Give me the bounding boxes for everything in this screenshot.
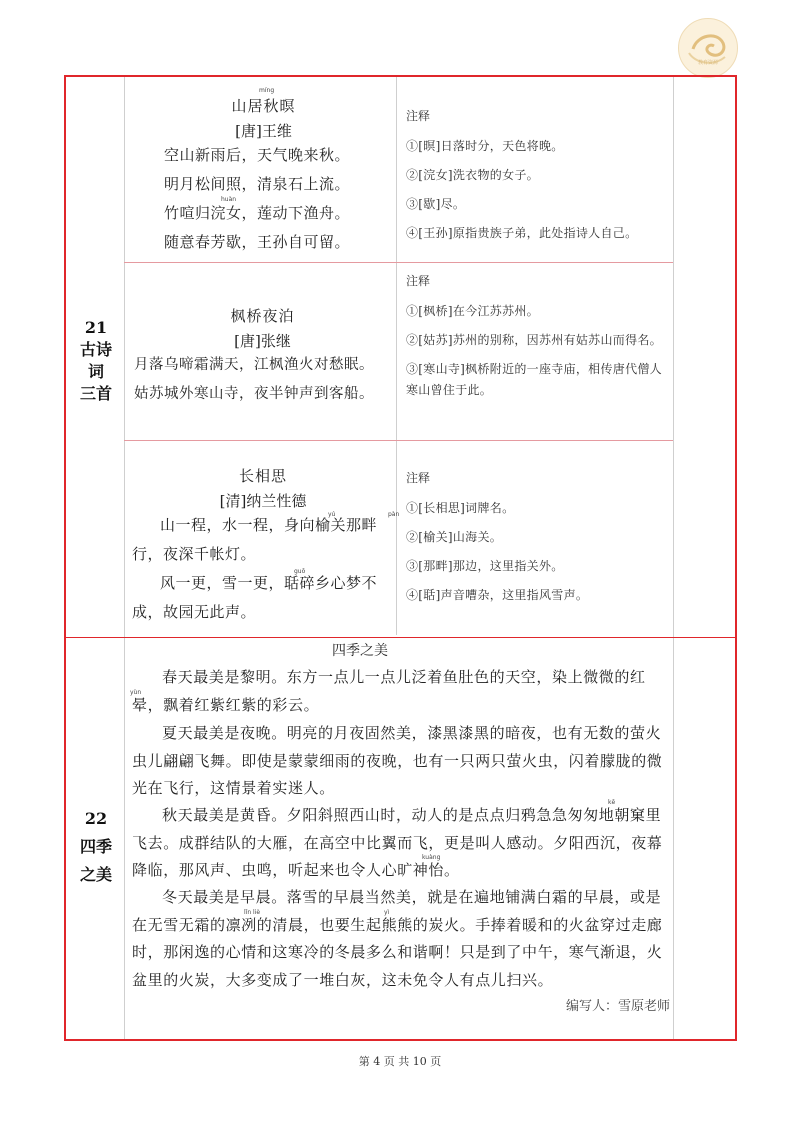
- essay-paragraph: 秋天最美是黄昏。夕阳斜照西山时，动人的是点点归鸦急急匆匆地朝窠里飞去。成群结队的大雁，在高空中比翼而飞，更是叫人感动。夕阳西沉，夜幕降临，那风声、虫鸣，听起来也令人心旷神怡。: [132, 806, 663, 879]
- pinyin-annotation: huàn: [221, 196, 237, 203]
- pinyin-annotation: míng: [259, 87, 275, 94]
- poem-changxiangsi: [132, 465, 394, 627]
- section-title-line: 古诗: [79, 340, 112, 359]
- notes-heading: 注释: [406, 109, 431, 123]
- row-divider: [124, 262, 673, 263]
- poem-line: 明月松间照，清泉石上流。: [164, 175, 351, 193]
- poem-line: 山一程，水一程，身向榆关那畔: [160, 516, 378, 534]
- essay-paragraph: 夏天最美是夜晚。明亮的月夜固然美，漆黑漆黑的暗夜，也有无数的萤火虫儿翩翩飞舞。即使是蒙蒙细雨的夜晚，也有一只两只萤火虫，闪着朦胧的微光在飞行，这情景着实迷人。: [132, 724, 663, 797]
- note-item: ①[暝]日落时分，天色将晚。: [406, 139, 564, 153]
- notes-fengqiao: [406, 272, 668, 409]
- page-footer: 第 4 页 共 10 页: [358, 1055, 442, 1068]
- poem-title: 长相思: [238, 467, 287, 485]
- poem-shanju: [136, 95, 391, 257]
- note-item: ④[王孙]原指贵族子弟，此处指诗人自己。: [406, 226, 638, 240]
- section-title-line: 四季: [79, 837, 112, 856]
- pinyin-annotation: lǐn liè: [244, 909, 261, 916]
- section-label-22: [70, 805, 122, 889]
- pinyin-annotation: yùn: [130, 689, 142, 696]
- note-item: ③[歇]尽。: [406, 197, 466, 211]
- poem-line: 风一更，雪一更，聒碎乡心梦不: [160, 574, 378, 592]
- poem-title: 枫桥夜泊: [230, 307, 295, 325]
- note-item: ②[榆关]山海关。: [406, 530, 503, 544]
- essay-title: 四季之美: [332, 643, 388, 659]
- poem-author: [唐]王维: [235, 122, 292, 140]
- note-item: ③[那畔]那边，这里指关外。: [406, 559, 564, 573]
- poem-title: 山居秋暝: [231, 97, 296, 115]
- poem-line: 月落乌啼霜满天，江枫渔火对愁眠。: [134, 357, 374, 373]
- section-label-21: [70, 317, 122, 405]
- essay-paragraph: 冬天最美是早晨。落雪的早晨当然美，就是在遍地铺满白霜的早晨，或是在无雪无霜的凛冽的清晨，也要生起熊熊的炭火。手捧着暖和的火盆穿过走廊时，那闲逸的心情和这寒冷的冬晨多么和谐啊！只是到了中午，寒气渐退，火盆里的火炭，大多变成了一堆白灰，这未免令人有点儿扫兴。: [132, 888, 663, 989]
- section-number: 22: [84, 809, 108, 828]
- pinyin-annotation: yì: [384, 909, 390, 916]
- section-title-line: 之美: [79, 865, 112, 884]
- row-divider: [66, 637, 737, 638]
- pinyin-annotation: kē: [608, 799, 616, 806]
- pinyin-annotation: pàn: [388, 511, 400, 518]
- column-divider: [396, 77, 397, 635]
- section-title-line: 三首: [79, 384, 112, 403]
- row-divider: [124, 440, 673, 441]
- column-divider: [673, 77, 674, 1039]
- notes-heading: 注释: [406, 274, 431, 288]
- essay-paragraph: 春天最美是黎明。东方一点儿一点儿泛着鱼肚色的天空，染上微微的红晕，飘着红紫红紫的彩云。: [132, 668, 646, 714]
- poem-line: 姑苏城外寒山寺，夜半钟声到客船。: [134, 386, 374, 402]
- section-title-line: 词: [87, 362, 104, 381]
- poem-author: [唐]张继: [234, 332, 291, 350]
- poem-line: 成，故园无此声。: [132, 603, 257, 621]
- notes-heading: 注释: [406, 471, 431, 485]
- note-item: ②[浣女]洗衣物的女子。: [406, 168, 539, 182]
- logo-text: 教育资源: [697, 60, 718, 66]
- poem-line: 竹喧归浣女，莲动下渔舟。: [164, 204, 351, 222]
- essay-author: 编写人：雪原老师: [565, 999, 670, 1014]
- poem-line: 行，夜深千帐灯。: [132, 545, 257, 563]
- notes-shanju: [406, 107, 668, 252]
- poem-author: [清]纳兰性德: [219, 492, 307, 510]
- note-item: ①[枫桥]在今江苏苏州。: [406, 304, 539, 318]
- pinyin-annotation: kuàng: [422, 854, 441, 861]
- pinyin-annotation: yú: [328, 511, 336, 518]
- note-item: ②[姑苏]苏州的别称，因苏州有姑苏山而得名。: [406, 333, 662, 347]
- note-item: ③[寒山寺]枫桥附近的一座寺庙，相传唐代僧人寒山曾住于此。: [406, 362, 662, 397]
- column-divider: [124, 77, 125, 1039]
- note-item: ①[长相思]词牌名。: [406, 501, 515, 515]
- poem-line: 随意春芳歇，王孙自可留。: [164, 233, 351, 251]
- wave-icon: [679, 19, 737, 77]
- section-number: 21: [84, 318, 108, 337]
- note-item: ④[聒]声音嘈杂，这里指风雪声。: [406, 588, 589, 602]
- notes-changxiangsi: [406, 469, 668, 614]
- watermark-logo: [678, 18, 738, 78]
- poem-line: 空山新雨后，天气晚来秋。: [164, 146, 351, 164]
- poem-fengqiao: [130, 305, 395, 409]
- pinyin-annotation: guō: [294, 568, 306, 575]
